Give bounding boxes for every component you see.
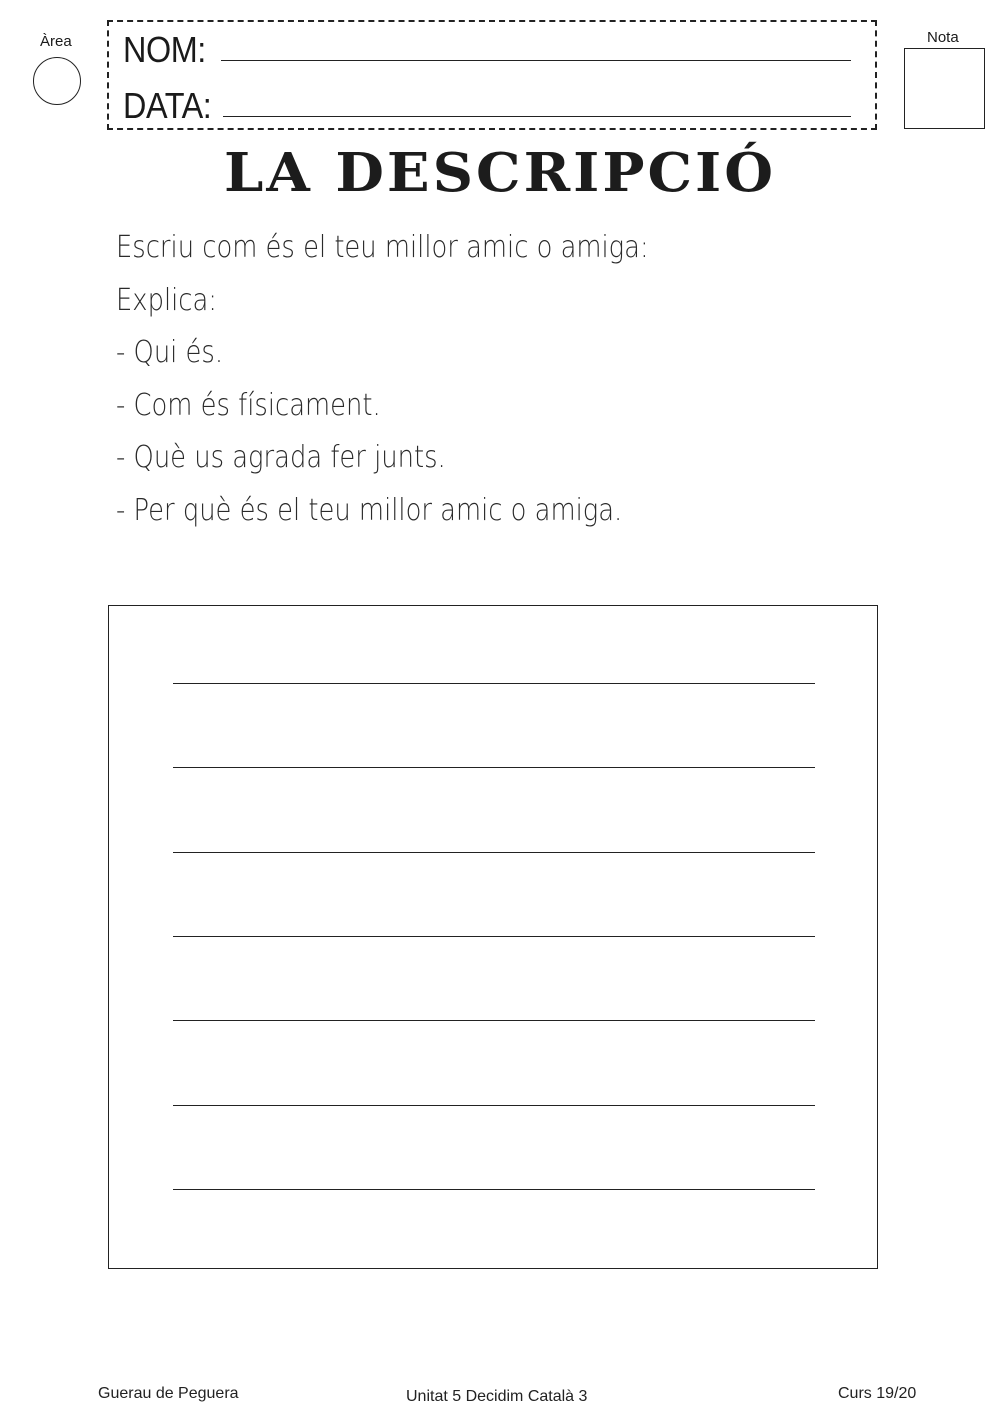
data-label: DATA: bbox=[123, 85, 212, 126]
writing-line[interactable] bbox=[173, 852, 815, 853]
instructions bbox=[116, 222, 735, 537]
writing-line[interactable] bbox=[173, 1105, 815, 1106]
writing-line[interactable] bbox=[173, 683, 815, 684]
instruction-line: Explica: bbox=[116, 282, 217, 318]
area-label: Àrea bbox=[40, 33, 72, 50]
writing-line[interactable] bbox=[173, 936, 815, 937]
footer-course: Curs 19/20 bbox=[838, 1385, 917, 1402]
instruction-line: - Qui és. bbox=[116, 335, 224, 370]
footer-school: Guerau de Peguera bbox=[98, 1385, 239, 1402]
instruction-line: - Com és físicament. bbox=[116, 387, 381, 423]
writing-box[interactable] bbox=[108, 605, 878, 1269]
writing-line[interactable] bbox=[173, 1189, 815, 1190]
writing-line[interactable] bbox=[173, 1020, 815, 1021]
page-title: LA DESCRIPCIÓ bbox=[224, 141, 776, 205]
data-row bbox=[123, 86, 221, 126]
footer-unit: Unitat 5 Decidim Català 3 bbox=[406, 1388, 588, 1405]
nota-box[interactable] bbox=[904, 48, 985, 129]
nota-label: Nota bbox=[927, 29, 959, 46]
writing-line[interactable] bbox=[173, 767, 815, 768]
nom-row bbox=[123, 30, 215, 70]
instruction-line: - Què us agrada fer junts. bbox=[116, 440, 446, 475]
name-date-box bbox=[107, 20, 877, 130]
nom-label: NOM: bbox=[123, 29, 206, 70]
data-field[interactable] bbox=[223, 116, 851, 117]
area-circle[interactable] bbox=[33, 57, 81, 105]
instruction-line: - Per què és el teu millor amic o amiga. bbox=[116, 492, 623, 528]
nom-field[interactable] bbox=[221, 60, 851, 61]
instruction-line: Escriu com és el teu millor amic o amiga: bbox=[116, 230, 649, 265]
